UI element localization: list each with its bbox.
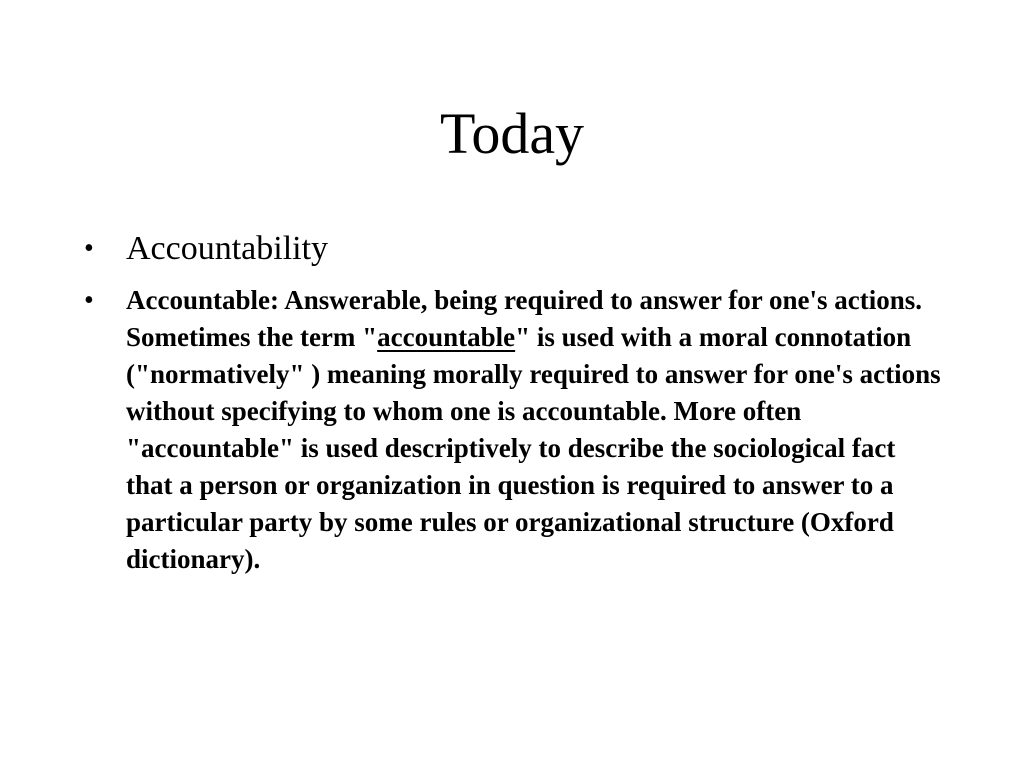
definition-text-end: " is used with a moral connotation ("normatively" ) meaning morally required to answer for one's actions without specifying to whom one is accountable. More often "accountable" is used descriptively to describe the sociological fact that a person or organization in question is required to answer to a particular party by some rules or organizational structure (Oxford dictionary). (126, 322, 941, 574)
accountable-link[interactable]: accountable (377, 322, 516, 352)
bullet-text: Accountability (126, 230, 329, 267)
bullet-item-definition (84, 282, 944, 578)
slide-title: Today (439, 101, 585, 166)
definition-text-start: Accountable: Answerable, being required to answer for one's actions. Sometimes the term " (126, 285, 922, 352)
bullet-item-accountability (84, 226, 944, 272)
bullet-list (84, 226, 944, 578)
bullet-icon: • (84, 233, 94, 264)
bullet-icon: • (84, 285, 94, 316)
